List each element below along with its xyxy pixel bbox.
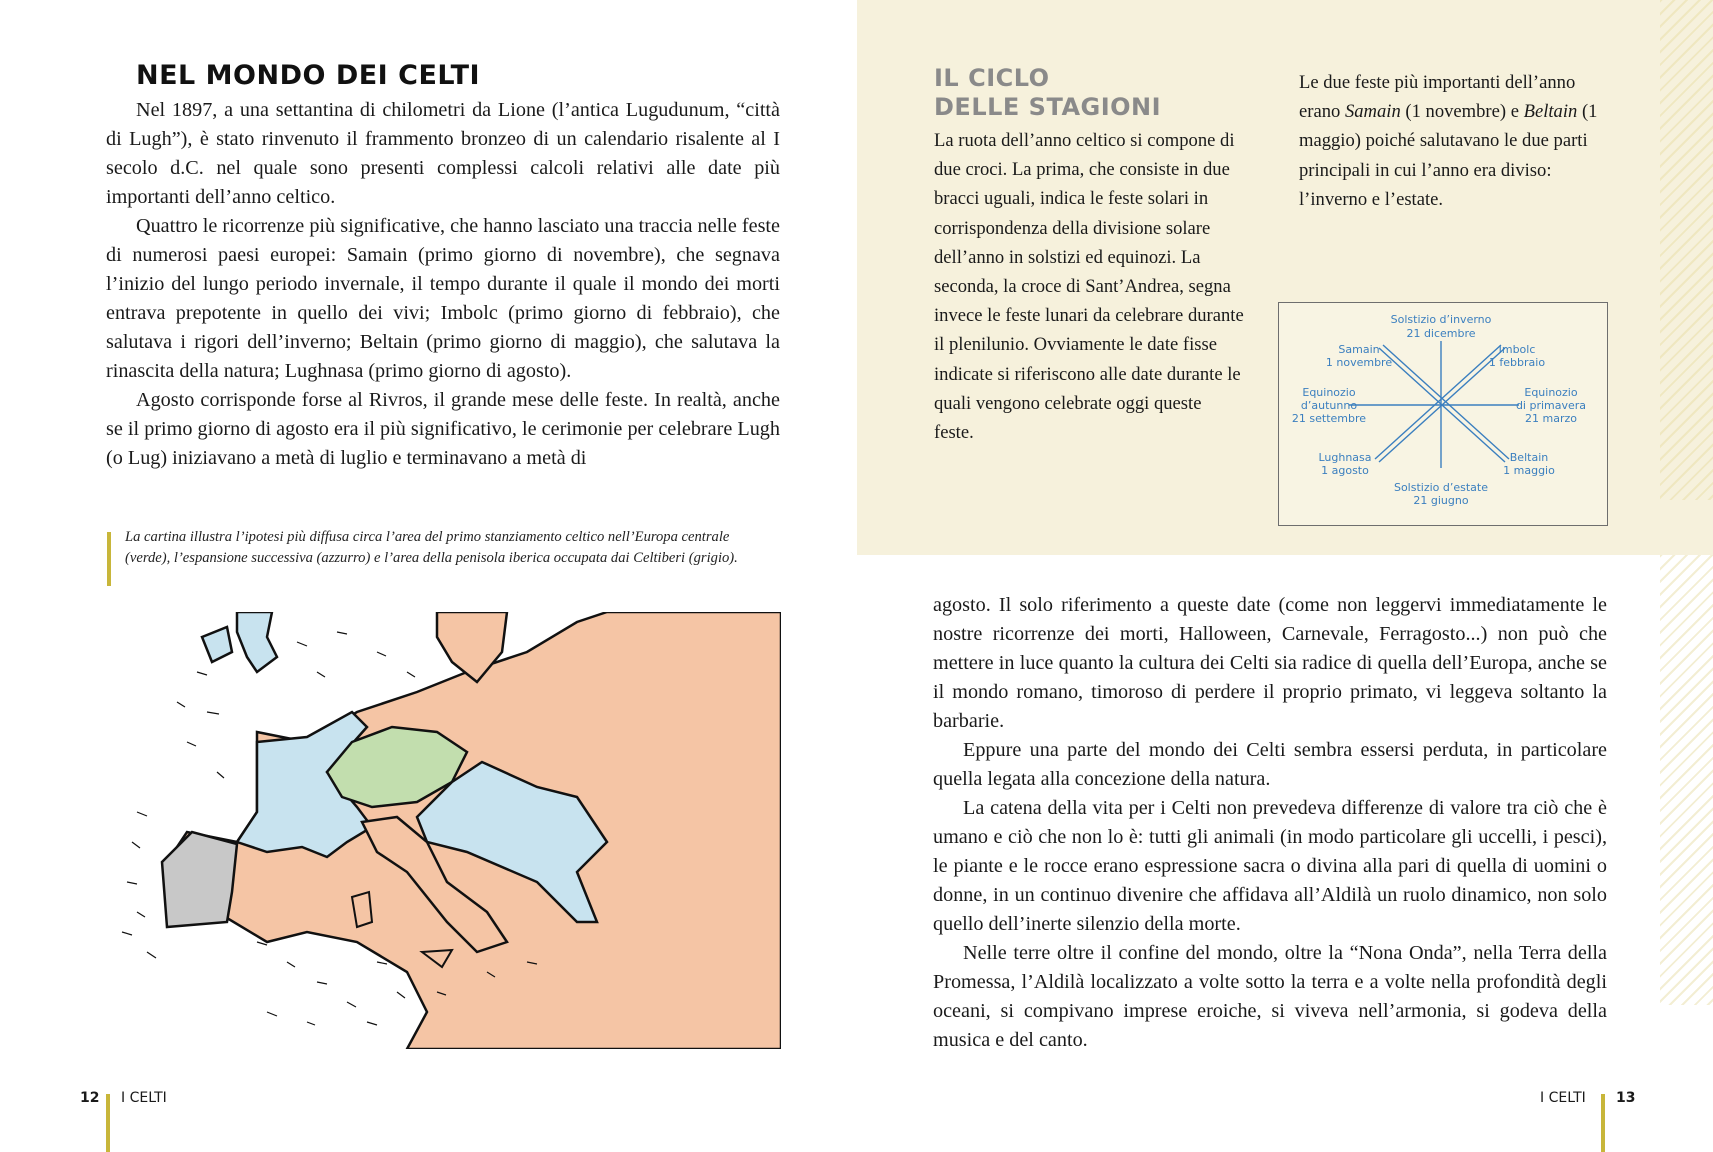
- box-column-1: La ruota dell’anno celtico si compone di due croci. La prima, che consiste in due bracci uguali, indica le feste solari in corrispondenza della divisione solare dell’anno in solstizi ed equinozi. La seconda, la croce di Sant’Andrea, segna invece le feste lunari da celebrare durante il plenilunio. Ovviamente le date fisse indicate si riferiscono alle date durante le quali vengono celebrate oggi queste feste.: [934, 130, 1244, 444]
- wheel-of-year-diagram: [1278, 302, 1608, 526]
- label-equinox-spring-date: 21 marzo: [1525, 412, 1577, 425]
- map-caption: La cartina illustra l’ipotesi più diffusa circa l’area del primo stanziamento celtico nell’Europa centrale (verde), l’espansione successiva (azzurro) e l’area della penisola iberica occupata dai Celtiberi (grigio).: [125, 529, 738, 566]
- right-paragraph-3: La catena della vita per i Celti non prevedeva differenze di valore tra ciò che è umano e ciò che non lo è: tutti gli animali (in modo particolare gli uccelli, i pesci), le piante e le rocce erano espressione sacra o divina alla pari di quella di uomini o donne, in un continuo divenire che affidava all’Aldilà un ruolo dinamico, non solo quello dell’inerte silenzio della morte.: [933, 797, 1607, 935]
- box-col2-text-2: (1 novembre) e: [1400, 101, 1524, 123]
- box-title: [934, 64, 1161, 122]
- label-beltain: Beltain: [1509, 451, 1549, 464]
- left-paragraph-3: Agosto corrisponde forse al Rivros, il grande mese delle feste. In realtà, anche se il primo giorno di agosto era il più significativo, le cerimonie per celebrare Lugh (o Lug) iniziavano a metà di luglio e terminavano a metà di: [106, 389, 780, 469]
- left-paragraph-2: Quattro le ricorrenze più significative, che hanno lasciato una traccia nelle feste di numerosi paesi europei: Samain (primo giorno di novembre), che segnava l’inizio del lungo periodo invernale, il tempo durante il quale il mondo dei morti entrava prepotente in quello dei vivi; Imbolc (primo giorno di febbraio), che salutava i rigori dell’inverno; Beltain (primo giorno di maggio), che salutava la rinascita della natura; Lughnasa (primo giorno di agosto).: [106, 215, 780, 382]
- right-paragraph-4: Nelle terre oltre il confine del mondo, oltre la “Nona Onda”, nella Terra della Promessa, l’Aldilà localizzato a volte sotto la terra e a volte nella profondità degli oceani, si compivano imprese eroiche, si viveva nell’armonia, si godeva della musica e del canto.: [933, 942, 1607, 1051]
- left-running-head: I CELTI: [121, 1090, 167, 1106]
- label-samain: Samain: [1338, 343, 1380, 356]
- left-footer-bar: [106, 1094, 110, 1152]
- label-imbolc: Imbolc: [1498, 343, 1536, 356]
- caption-accent-bar: [107, 532, 111, 586]
- hatch-decoration: [1660, 0, 1713, 500]
- box-col2-text-1: Le due feste più importanti dell’anno erano: [1299, 72, 1576, 123]
- label-equinox-autumn-date: 21 settembre: [1291, 412, 1367, 425]
- box-title-line-1: IL CICLO: [934, 64, 1050, 92]
- hatch-decoration-lower: [1660, 555, 1713, 1005]
- box-column-2: [1299, 68, 1619, 214]
- left-page-title: NEL MONDO DEI CELTI: [136, 60, 481, 91]
- box-col2-beltain: Beltain: [1523, 101, 1578, 123]
- right-footer-bar: [1601, 1094, 1605, 1152]
- label-beltain-date: 1 maggio: [1503, 464, 1555, 477]
- label-equinox-spring-2: di primavera: [1515, 399, 1587, 412]
- label-solstice-winter: Solstizio d’inverno: [1390, 313, 1492, 326]
- right-page-number: 13: [1616, 1090, 1636, 1106]
- label-solstice-summer: Solstizio d’estate: [1393, 481, 1489, 494]
- right-body-text: [933, 591, 1607, 1055]
- label-equinox-spring: Equinozio: [1524, 386, 1578, 399]
- left-body-text: [106, 96, 780, 473]
- right-paragraph-2: Eppure una parte del mondo dei Celti sembra essersi perduta, in particolare quella legata alla concezione della natura.: [933, 739, 1607, 790]
- label-imbolc-date: 1 febbraio: [1488, 356, 1546, 369]
- label-equinox-autumn: Equinozio: [1302, 386, 1356, 399]
- label-equinox-autumn-2: d’autunno: [1300, 399, 1358, 412]
- label-solstice-winter-date: 21 dicembre: [1406, 327, 1476, 340]
- label-lughnasa: Lughnasa: [1318, 451, 1372, 464]
- left-page-number: 12: [80, 1090, 100, 1106]
- label-solstice-summer-date: 21 giugno: [1413, 494, 1469, 507]
- box-title-line-2: DELLE STAGIONI: [934, 93, 1162, 121]
- celtic-expansion-map: [107, 612, 781, 1049]
- right-paragraph-1: agosto. Il solo riferimento a queste date (come non leggervi immediatamente le nostre ricorrenze dei morti, Halloween, Carnevale, Ferragosto...) non può che mettere in luce quanto la cultura dei Celti sia radice di quella dell’Europa, anche se il mondo romano, timoroso di perdere il proprio primato, vi leggeva soltanto la barbarie.: [933, 594, 1607, 732]
- left-paragraph-1: Nel 1897, a una settantina di chilometri da Lione (l’antica Lugudunum, “città di Lugh”), è stato rinvenuto il frammento bronzeo di un calendario risalente al I secolo d.C. nel quale sono presenti complessi calcoli relativi alle date più importanti dell’anno celtico.: [106, 99, 780, 208]
- right-running-head: I CELTI: [1540, 1090, 1586, 1106]
- label-samain-date: 1 novembre: [1325, 356, 1393, 369]
- box-col2-samain: Samain: [1344, 101, 1401, 123]
- box-col2-text-3: (1 maggio) poiché salutavano le due parti principali in cui l’anno era diviso: l’inverno e l’estate.: [1299, 101, 1598, 210]
- label-lughnasa-date: 1 agosto: [1321, 464, 1369, 477]
